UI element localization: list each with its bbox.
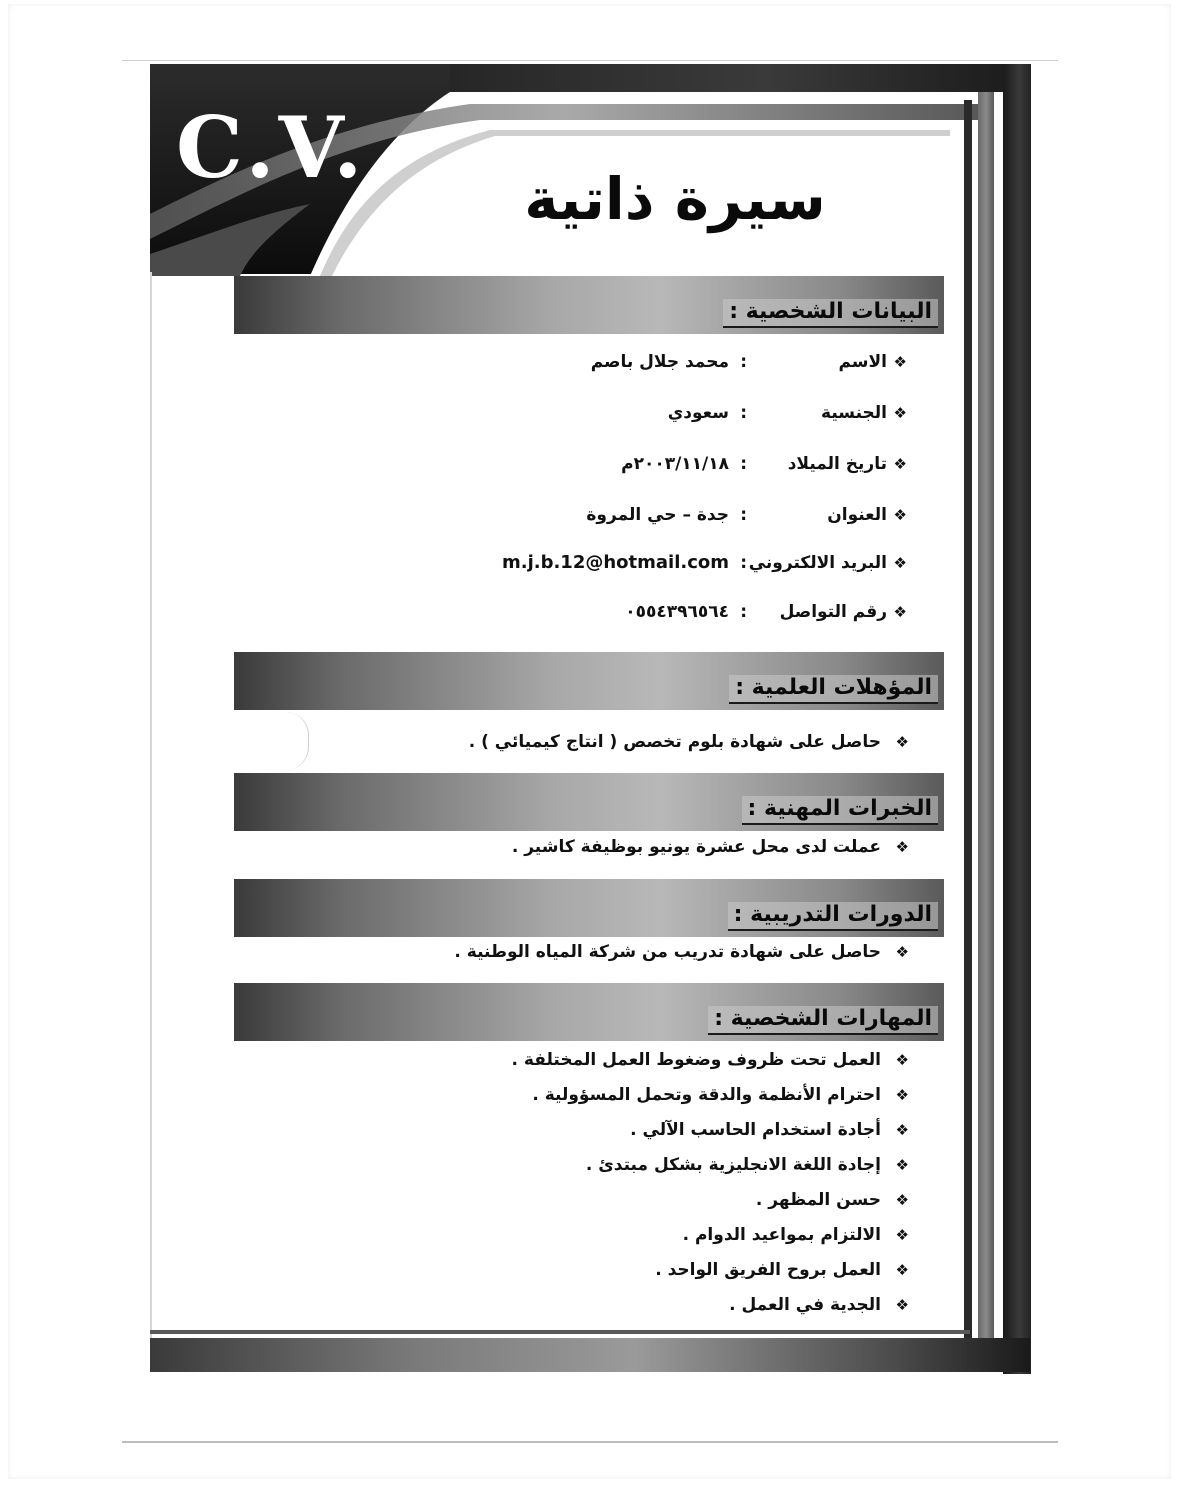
list-item: ❖الجدية في العمل .: [729, 1295, 909, 1315]
list-item: ❖حاصل على شهادة تدريب من شركة المياه الوطنية .: [454, 942, 909, 962]
field-label: تاريخ الميلاد: [787, 454, 887, 474]
diamond-bullet-icon: ❖: [893, 554, 907, 572]
list-item: ❖حاصل على شهادة بلوم تخصص ( انتاج كيميائي ) .: [468, 732, 909, 752]
field-row-phone: ❖رقم التواصل:٠٥٥٤٣٩٦٥٦٤: [625, 602, 907, 622]
diamond-bullet-icon: ❖: [895, 1226, 909, 1244]
section-title-courses: الدورات التدريبية :: [728, 902, 938, 931]
field-value: جدة – حي المروة: [586, 505, 729, 525]
field-value: ٢٠٠٣/١١/١٨م: [621, 454, 729, 474]
diamond-bullet-icon: ❖: [893, 353, 907, 371]
section-title-skills: المهارات الشخصية :: [708, 1006, 938, 1035]
section-bar-personal: [234, 276, 944, 334]
diamond-bullet-icon: ❖: [895, 1156, 909, 1174]
bottom-decorative-band: [150, 1338, 1030, 1372]
section-bar-experience: [234, 773, 944, 831]
diamond-bullet-icon: ❖: [893, 603, 907, 621]
diamond-bullet-icon: ❖: [895, 838, 909, 856]
field-row-address: ❖العنوان:جدة – حي المروة: [586, 505, 907, 525]
diamond-bullet-icon: ❖: [893, 506, 907, 524]
field-label: البريد الالكتروني: [748, 553, 887, 573]
diamond-bullet-icon: ❖: [895, 733, 909, 751]
right-decorative-bar-outer: [1003, 64, 1031, 1374]
section-bar-skills: [234, 983, 944, 1041]
list-item: ❖أجادة استخدام الحاسب الآلي .: [630, 1120, 909, 1140]
diamond-bullet-icon: ❖: [895, 1051, 909, 1069]
list-item: ❖عملت لدى محل عشرة يونيو بوظيفة كاشير .: [511, 837, 909, 857]
left-edge-line: [150, 272, 152, 1340]
email-value: m.j.b.12@hotmail.com: [501, 552, 729, 573]
diamond-bullet-icon: ❖: [895, 1261, 909, 1279]
page-title: سيرة ذاتية: [524, 165, 826, 233]
field-label: العنوان: [827, 505, 887, 525]
field-row-email: ❖البريد الالكتروني:m.j.b.12@hotmail.com: [501, 552, 907, 573]
field-value: محمد جلال باصم: [590, 352, 729, 372]
field-label: رقم التواصل: [779, 602, 887, 622]
section-title-experience: الخبرات المهنية :: [742, 796, 938, 825]
list-item: ❖العمل تحت ظروف وضغوط العمل المختلفة .: [511, 1050, 909, 1070]
field-label: الجنسية: [821, 403, 887, 423]
field-label: الاسم: [838, 352, 887, 372]
diamond-bullet-icon: ❖: [895, 1296, 909, 1314]
diamond-bullet-icon: ❖: [895, 1191, 909, 1209]
field-value: سعودي: [667, 403, 729, 423]
list-item: ❖الالتزام بمواعيد الدوام .: [682, 1225, 909, 1245]
cv-logo-text: C.V.: [176, 98, 367, 197]
right-decorative-bar-inner: [964, 100, 972, 1340]
section-title-qualifications: المؤهلات العلمية :: [729, 675, 938, 704]
diamond-bullet-icon: ❖: [893, 404, 907, 422]
phone-value: ٠٥٥٤٣٩٦٥٦٤: [625, 602, 729, 622]
list-item: ❖العمل بروح الفريق الواحد .: [655, 1260, 909, 1280]
section-bar-courses: [234, 879, 944, 937]
field-row-nationality: ❖الجنسية:سعودي: [667, 403, 907, 423]
diamond-bullet-icon: ❖: [893, 455, 907, 473]
diamond-bullet-icon: ❖: [895, 1121, 909, 1139]
list-item: ❖احترام الأنظمة والدقة وتحمل المسؤولية .: [532, 1085, 909, 1105]
bottom-decorative-line: [150, 1330, 970, 1334]
section-title-personal: البيانات الشخصية :: [723, 299, 938, 328]
list-item: ❖إجادة اللغة الانجليزية بشكل مبتدئ .: [585, 1155, 909, 1175]
list-item: ❖حسن المظهر .: [755, 1190, 909, 1210]
section-bar-qualifications: [234, 652, 944, 710]
field-row-birthdate: ❖تاريخ الميلاد:٢٠٠٣/١١/١٨م: [621, 454, 907, 474]
right-decorative-bar-middle: [978, 92, 994, 1352]
diamond-bullet-icon: ❖: [895, 1086, 909, 1104]
diamond-bullet-icon: ❖: [895, 943, 909, 961]
field-row-name: ❖الاسم:محمد جلال باصم: [590, 352, 907, 372]
